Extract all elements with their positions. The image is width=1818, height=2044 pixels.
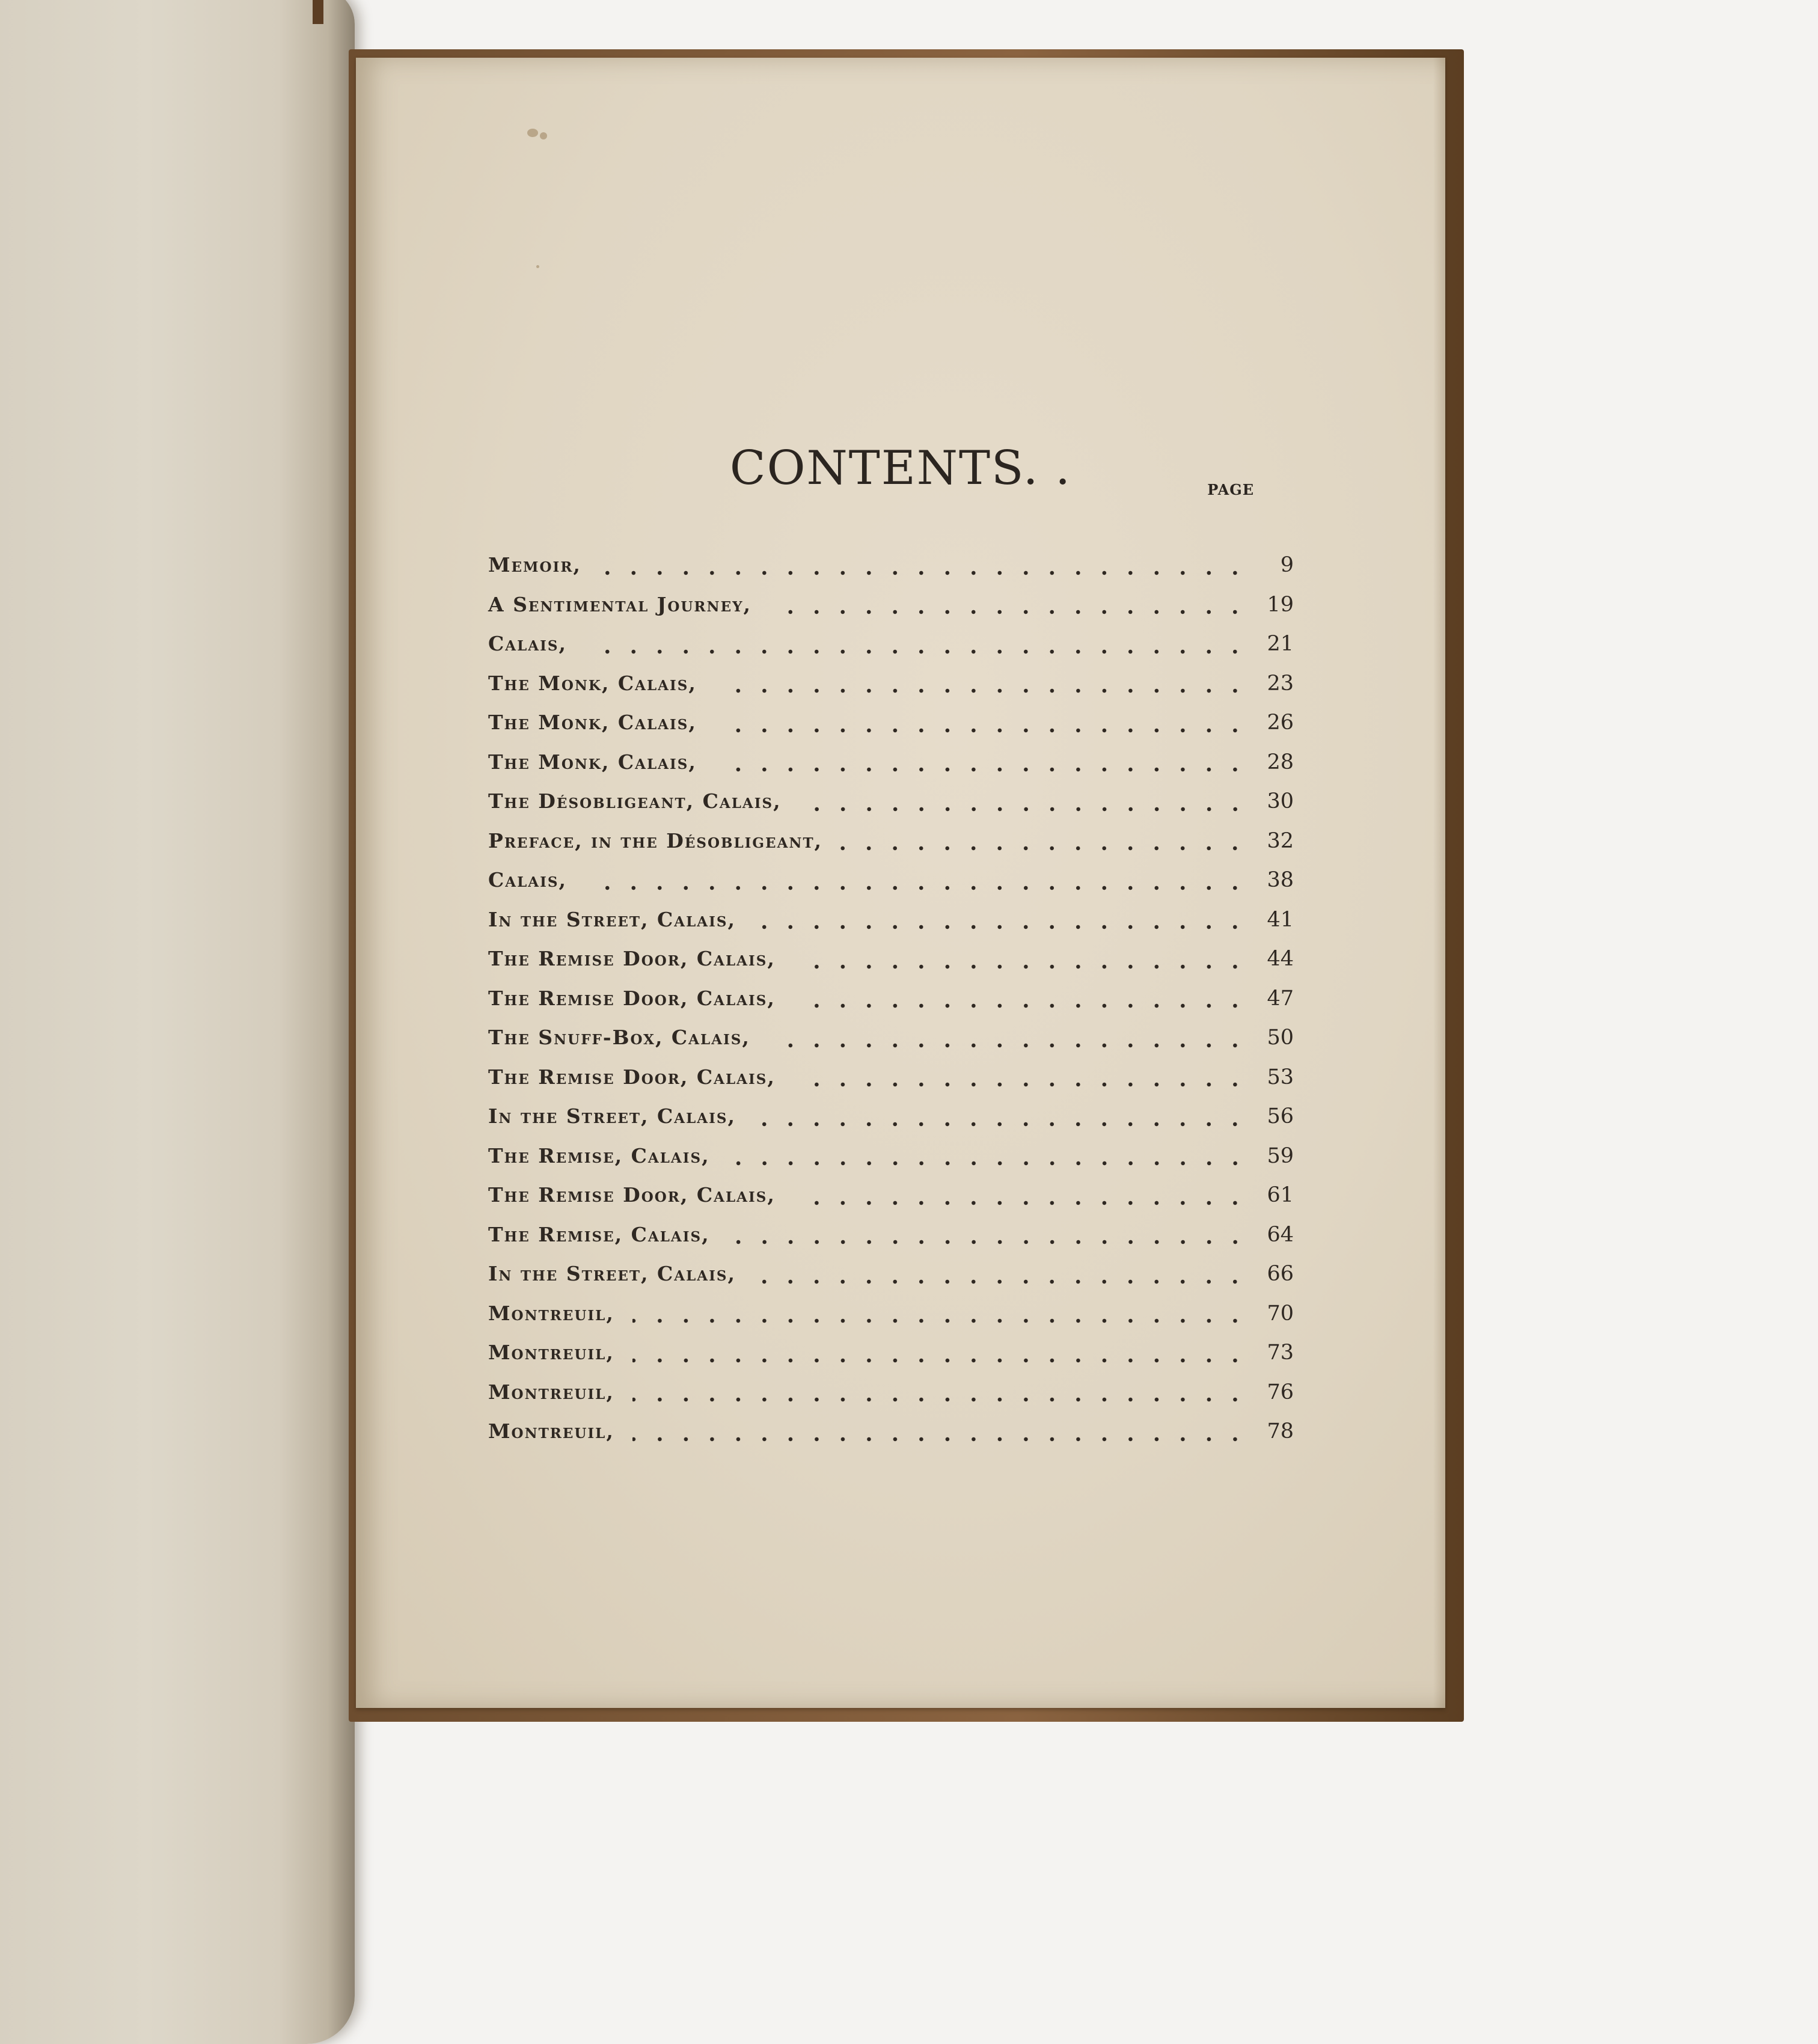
toc-entry-page-number: 41 xyxy=(1267,907,1294,932)
toc-entry-title: The Monk, Calais, xyxy=(488,671,697,695)
dot-leader xyxy=(715,688,1248,693)
toc-entry xyxy=(488,908,1294,947)
toc-entry-page-number: 32 xyxy=(1267,828,1294,853)
toc-entry-page-number: 28 xyxy=(1267,750,1294,774)
cover-corner xyxy=(313,0,323,24)
dot-leader xyxy=(794,1201,1248,1205)
toc-entry xyxy=(488,789,1294,829)
toc-entry-title: The Remise Door, Calais, xyxy=(488,986,776,1010)
dot-leader xyxy=(585,649,1248,654)
toc-entry-page-number: 19 xyxy=(1267,592,1294,617)
toc-entry-page-number: 23 xyxy=(1267,671,1294,696)
toc-entry xyxy=(488,1065,1294,1105)
toc-entry xyxy=(488,947,1294,987)
toc-entry xyxy=(488,711,1294,750)
page-column-label: PAGE xyxy=(1207,481,1254,498)
toc-entry-title: A Sentimental Journey, xyxy=(488,592,752,616)
toc-entry xyxy=(488,632,1294,672)
toc-entry-title: Montreuil, xyxy=(488,1419,614,1443)
toc-entry-title: The Monk, Calais, xyxy=(488,750,697,774)
toc-entry-page-number: 56 xyxy=(1267,1104,1294,1128)
toc-entry-title: The Remise Door, Calais, xyxy=(488,947,776,970)
toc-entry-page-number: 50 xyxy=(1267,1026,1294,1050)
toc-entry xyxy=(488,1262,1294,1302)
toc-entry xyxy=(488,1104,1294,1144)
dot-leader xyxy=(599,571,1248,575)
toc-entry-title: The Remise Door, Calais, xyxy=(488,1065,776,1089)
dot-leader xyxy=(632,1397,1248,1402)
dot-leader xyxy=(715,728,1248,733)
toc-entry xyxy=(488,1419,1294,1459)
foxing-spot xyxy=(536,265,539,268)
toc-entry-title: Memoir, xyxy=(488,553,581,577)
toc-entry xyxy=(488,593,1294,632)
toc-entry-title: The Snuff-Box, Calais, xyxy=(488,1026,750,1049)
toc-entry-page-number: 64 xyxy=(1267,1222,1294,1247)
toc-entry-page-number: 9 xyxy=(1280,553,1294,577)
toc-entry xyxy=(488,1341,1294,1380)
dot-leader xyxy=(632,1318,1248,1323)
toc-entry-page-number: 38 xyxy=(1267,868,1294,892)
toc-entry-title: Calais, xyxy=(488,632,567,655)
toc-entry xyxy=(488,553,1294,593)
toc-entry xyxy=(488,868,1294,908)
left-facing-page xyxy=(0,0,355,2044)
foxing-spot xyxy=(527,129,538,137)
dot-leader xyxy=(715,767,1248,772)
toc-entry-page-number: 53 xyxy=(1267,1065,1294,1089)
toc-entry-page-number: 30 xyxy=(1267,789,1294,813)
page-edge xyxy=(1433,58,1445,1708)
toc-entry-title: In the Street, Calais, xyxy=(488,907,736,931)
dot-leader xyxy=(794,964,1248,969)
toc-entry-page-number: 76 xyxy=(1267,1380,1294,1404)
toc-entry xyxy=(488,1183,1294,1223)
table-of-contents xyxy=(488,553,1294,1459)
dot-leader xyxy=(770,610,1248,614)
toc-entry-title: Montreuil, xyxy=(488,1341,614,1364)
toc-entry xyxy=(488,750,1294,790)
toc-entry xyxy=(488,1144,1294,1184)
toc-entry-page-number: 61 xyxy=(1267,1183,1294,1207)
dot-leader xyxy=(754,925,1248,929)
toc-entry-page-number: 21 xyxy=(1267,632,1294,656)
toc-entry-page-number: 78 xyxy=(1267,1419,1294,1443)
toc-entry-page-number: 70 xyxy=(1267,1301,1294,1326)
foxing-spot xyxy=(540,132,547,139)
toc-entry-page-number: 73 xyxy=(1267,1341,1294,1365)
toc-entry-title: Montreuil, xyxy=(488,1301,614,1325)
toc-entry-title: The Remise, Calais, xyxy=(488,1143,710,1167)
dot-leader xyxy=(794,1082,1248,1087)
toc-entry-page-number: 47 xyxy=(1267,986,1294,1011)
toc-entry-title: In the Street, Calais, xyxy=(488,1104,736,1128)
toc-entry xyxy=(488,987,1294,1026)
dot-leader xyxy=(754,1279,1248,1284)
toc-entry-title: The Désobligeant, Calais, xyxy=(488,789,782,813)
dot-leader xyxy=(728,1161,1248,1166)
toc-entry-page-number: 59 xyxy=(1267,1143,1294,1168)
toc-entry xyxy=(488,1380,1294,1420)
dot-leader xyxy=(840,846,1248,851)
dot-leader xyxy=(632,1437,1248,1442)
toc-entry xyxy=(488,829,1294,869)
dot-leader xyxy=(800,807,1248,812)
toc-entry xyxy=(488,1026,1294,1065)
toc-entry-title: The Remise, Calais, xyxy=(488,1222,710,1246)
toc-entry xyxy=(488,1302,1294,1341)
dot-leader xyxy=(728,1240,1248,1244)
toc-entry-page-number: 66 xyxy=(1267,1262,1294,1286)
contents-title: CONTENTS. . xyxy=(729,441,1072,495)
toc-entry-page-number: 44 xyxy=(1267,947,1294,971)
toc-entry xyxy=(488,672,1294,711)
toc-entry-title: Montreuil, xyxy=(488,1380,614,1404)
dot-leader xyxy=(585,886,1248,890)
toc-entry-title: The Remise Door, Calais, xyxy=(488,1183,776,1207)
dot-leader xyxy=(794,1003,1248,1008)
toc-entry-title: In the Street, Calais, xyxy=(488,1262,736,1285)
toc-entry xyxy=(488,1223,1294,1262)
toc-entry-title: The Monk, Calais, xyxy=(488,711,697,734)
dot-leader xyxy=(768,1043,1248,1048)
contents-page xyxy=(356,58,1445,1708)
toc-entry-title: Preface, in the Désobligeant, xyxy=(488,828,823,852)
toc-entry-page-number: 26 xyxy=(1267,711,1294,735)
dot-leader xyxy=(632,1358,1248,1363)
toc-entry-title: Calais, xyxy=(488,868,567,892)
dot-leader xyxy=(754,1122,1248,1127)
